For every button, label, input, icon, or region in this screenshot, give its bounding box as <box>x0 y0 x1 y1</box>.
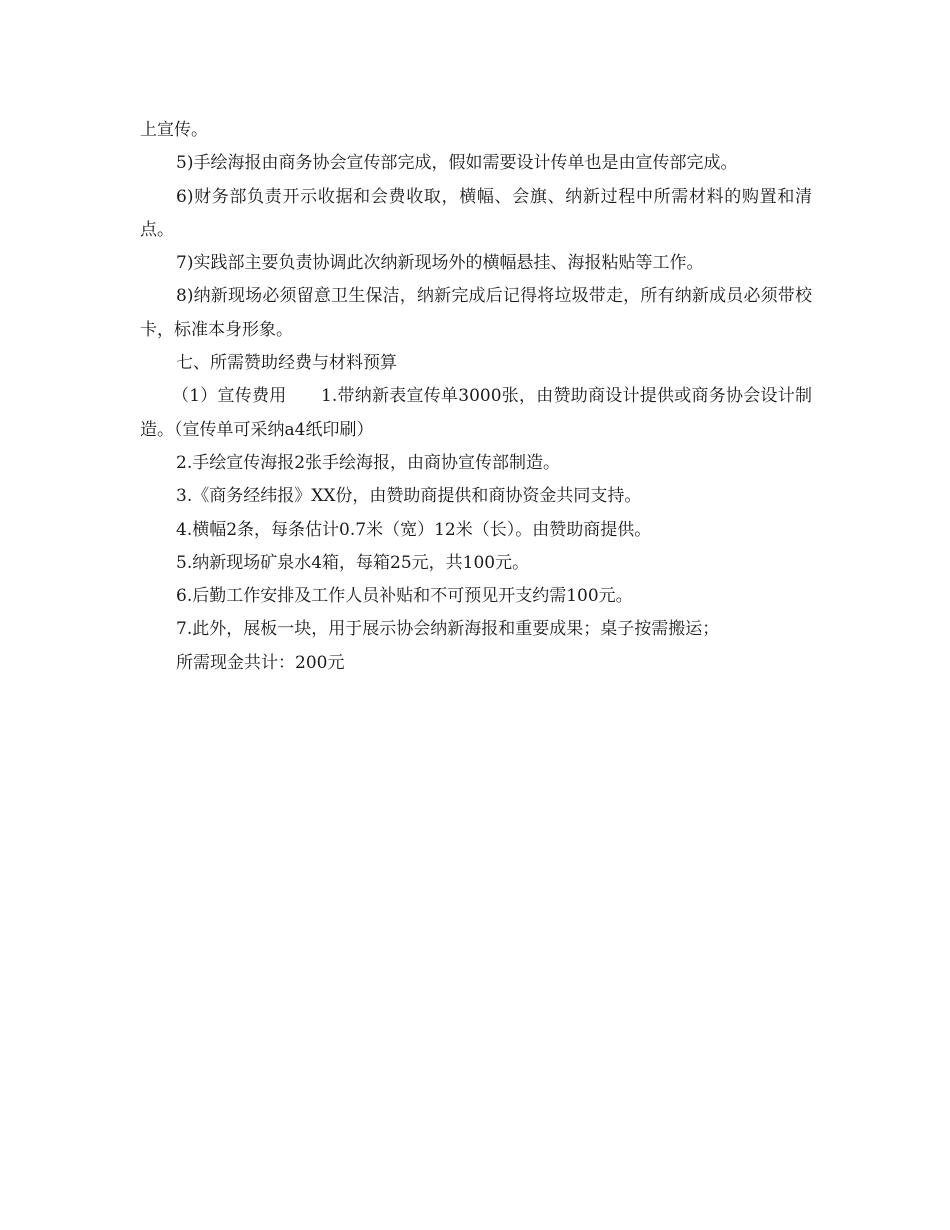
budget-item-3: 3.《商务经纬报》XX份，由赞助商提供和商协资金共同支持。 <box>176 486 642 507</box>
paragraph-publicity-cost: （1）宣传费用 1.带纳新表宣传单3000张，由赞助商设计提供或商务协会设计制造。（宣传单可采纳a4纸印刷） <box>140 386 812 440</box>
budget-item-4: 4.横幅2条，每条估计0.7米（宽）12米（长）。由赞助商提供。 <box>176 519 652 540</box>
budget-item-6: 6.后勤工作安排及工作人员补贴和不可预见开支约需100元。 <box>176 586 633 607</box>
total-cash: 所需现金共计：200元 <box>176 652 345 673</box>
paragraph-item-7: 7)实践部主要负责协调此次纳新现场外的横幅悬挂、海报粘贴等工作。 <box>176 253 704 274</box>
budget-item-5: 5.纳新现场矿泉水4箱，每箱25元，共100元。 <box>176 552 530 573</box>
paragraph-item-8: 8)纳新现场必须留意卫生保洁，纳新完成后记得将垃圾带走，所有纳新成员必须带校卡，标准本身形象。 <box>140 286 812 340</box>
section-heading-budget: 七、所需赞助经费与材料预算 <box>176 353 397 374</box>
document-body <box>140 114 812 680</box>
budget-item-2: 2.手绘宣传海报2张手绘海报，由商协宣传部制造。 <box>176 452 561 473</box>
paragraph-continuation: 上宣传。 <box>140 120 208 140</box>
budget-item-7: 7.此外，展板一块，用于展示协会纳新海报和重要成果；桌子按需搬运； <box>176 619 720 640</box>
paragraph-item-5: 5)手绘海报由商务协会宣传部完成，假如需要设计传单也是由宣传部完成。 <box>176 153 738 174</box>
paragraph-item-6: 6)财务部负责开示收据和会费收取，横幅、会旗、纳新过程中所需材料的购置和清点。 <box>140 186 812 240</box>
